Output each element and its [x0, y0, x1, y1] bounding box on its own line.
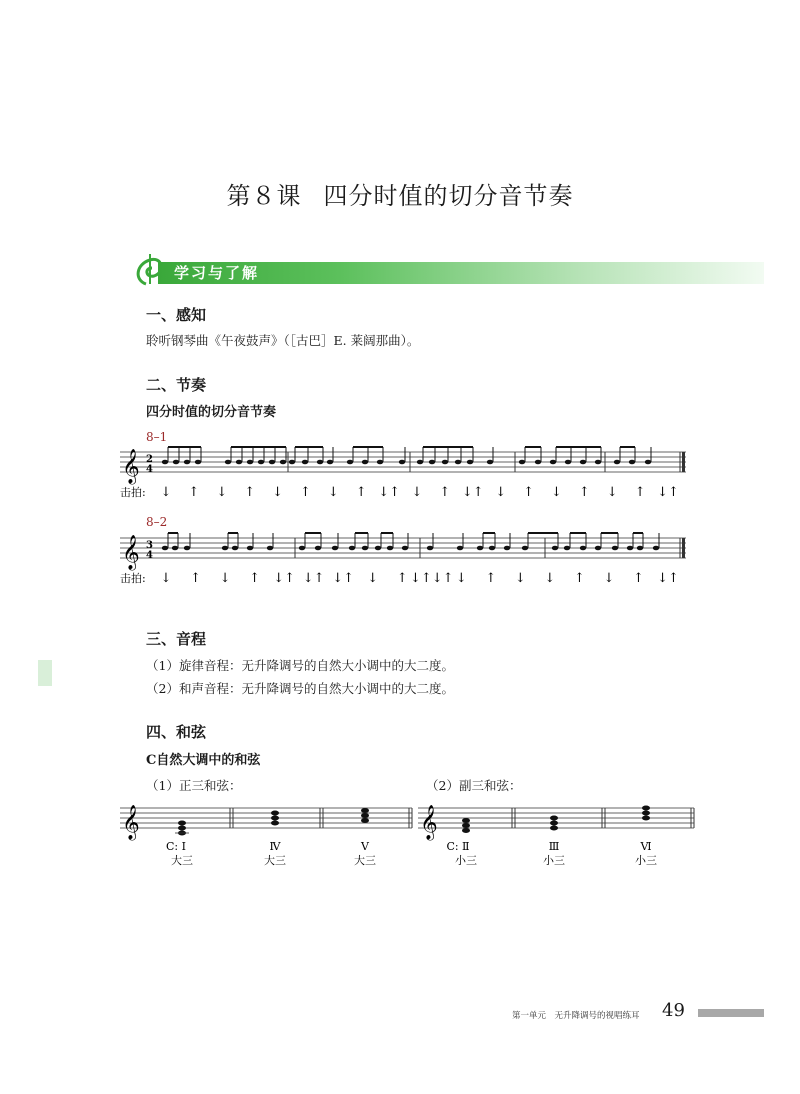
beat-arrow: ↓↑	[302, 571, 325, 586]
chord-roman: Ⅵ	[640, 840, 652, 853]
note-head	[627, 546, 633, 551]
primary-chords-staff	[120, 798, 420, 870]
beat-arrow: ↑	[299, 485, 311, 500]
chord-note	[642, 806, 650, 811]
beat-arrow: ↓	[495, 485, 507, 500]
note-head	[327, 460, 333, 465]
note-head	[225, 460, 231, 465]
chord-note	[462, 823, 470, 828]
note-head	[387, 546, 393, 551]
beat-arrow: ↓↑	[461, 485, 484, 500]
note-head	[645, 460, 651, 465]
note-head	[629, 460, 635, 465]
beat-arrow: ↓	[219, 571, 231, 586]
note-head	[162, 546, 168, 551]
beat-label: 击拍:	[120, 572, 146, 585]
beat-arrow: ↓	[367, 571, 379, 586]
note-head	[247, 546, 253, 551]
note-head	[522, 546, 528, 551]
chord-note	[271, 816, 279, 821]
interval-item: （1）旋律音程：无升降调号的自然大小调中的大二度。	[146, 658, 454, 673]
beat-arrow: ↑	[244, 485, 256, 500]
chord-quality: 大三	[171, 854, 193, 867]
beat-arrow: ↓	[550, 485, 562, 500]
note-head	[487, 460, 493, 465]
side-marker	[38, 660, 52, 686]
treble-clef-icon: 𝄞	[122, 535, 140, 570]
beat-arrow: ↓	[606, 485, 618, 500]
treble-clef-icon: 𝄞	[122, 449, 140, 484]
chord-note	[178, 826, 186, 831]
beat-arrow: ↓↑	[378, 485, 401, 500]
note-head	[377, 460, 383, 465]
beat-arrow: ↓	[603, 571, 615, 586]
beat-arrow: ↓↑	[657, 485, 679, 500]
footer-unit: 第一单元 无升降调号的视唱练耳	[512, 1011, 640, 1021]
beat-arrow: ↑	[485, 571, 497, 586]
beat-arrows	[161, 485, 679, 500]
chord-note	[642, 816, 650, 821]
banner-label: 学习与了解	[174, 264, 260, 282]
note-head	[347, 460, 353, 465]
beat-arrow: ↓↑↓↑	[409, 571, 454, 586]
beat-arrows	[161, 571, 679, 586]
chord-note	[550, 821, 558, 826]
primary-chords-label: （1）正三和弦：	[146, 778, 242, 793]
note-head	[489, 546, 495, 551]
note-head	[427, 546, 433, 551]
chord-quality: 小三	[455, 854, 477, 867]
example-label: 8–1	[146, 430, 168, 444]
chord-note	[550, 826, 558, 831]
note-head	[504, 546, 510, 551]
note-head	[565, 460, 571, 465]
note-head	[236, 460, 242, 465]
time-signature-top: 3	[146, 540, 153, 551]
note-head	[429, 460, 435, 465]
chord-roman: Ⅳ	[269, 840, 281, 853]
note-head	[247, 460, 253, 465]
note-head	[195, 460, 201, 465]
chord-note	[550, 816, 558, 821]
note-head	[564, 546, 570, 551]
beat-arrow: ↓	[455, 571, 467, 586]
time-signature-bottom: 4	[146, 464, 153, 475]
note-head	[232, 546, 238, 551]
beat-arrow: ↓↑	[332, 571, 355, 586]
secondary-chords-staff	[418, 798, 708, 870]
page-number: 49	[662, 1000, 685, 1021]
note-head	[637, 546, 643, 551]
beat-arrow: ↓↑	[657, 571, 679, 586]
chord-quality: 小三	[543, 854, 565, 867]
chord-roman: C: Ⅰ	[166, 840, 186, 853]
note-head	[299, 546, 305, 551]
note-head	[399, 460, 405, 465]
treble-clef-icon: 𝄞	[420, 805, 438, 840]
beat-arrow: ↓	[272, 485, 284, 500]
note-head	[552, 546, 558, 551]
heading-interval: 三、音程	[146, 630, 207, 648]
note-head	[332, 546, 338, 551]
note-head	[535, 460, 541, 465]
example-label: 8–2	[146, 515, 168, 529]
heading-perception: 一、感知	[146, 306, 207, 324]
chord-note	[361, 818, 369, 823]
chords-subheading: C自然大调中的和弦	[146, 753, 261, 768]
rhythm-staff-8-1	[120, 444, 690, 504]
beat-arrow: ↑	[523, 485, 535, 500]
chord-note	[271, 811, 279, 816]
chord-note	[642, 811, 650, 816]
chord-note	[271, 821, 279, 826]
beat-arrow: ↑	[190, 571, 201, 586]
note-head	[455, 460, 461, 465]
note-head	[184, 546, 190, 551]
rhythm-staff-8-2	[120, 530, 690, 590]
note-head	[467, 460, 473, 465]
beat-arrow: ↓	[327, 485, 339, 500]
lesson-topic: 四分时值的切分音节奏	[323, 182, 574, 210]
beat-arrow: ↑	[249, 571, 261, 586]
beat-arrow: ↓	[411, 485, 423, 500]
treble-clef-icon: 𝄞	[122, 805, 140, 840]
beat-arrow: ↑	[634, 485, 646, 500]
interval-item: （2）和声音程：无升降调号的自然大小调中的大二度。	[146, 681, 454, 696]
note-head	[349, 546, 355, 551]
note-head	[289, 460, 295, 465]
beat-arrow: ↓	[544, 571, 556, 586]
time-signature-top: 2	[146, 454, 153, 465]
chord-roman: Ⅲ	[548, 840, 560, 853]
chord-roman: C: Ⅱ	[446, 840, 470, 853]
secondary-chords-label: （2）副三和弦：	[426, 778, 522, 793]
chord-quality: 小三	[635, 854, 657, 867]
beat-label: 击拍:	[120, 486, 146, 499]
chord-quality: 大三	[354, 854, 376, 867]
beat-arrow: ↓↑	[273, 571, 296, 586]
section-banner	[128, 250, 764, 286]
beat-arrow: ↑	[578, 485, 590, 500]
chord-quality: 大三	[264, 854, 286, 867]
chord-note	[361, 813, 369, 818]
rhythm-subheading: 四分时值的切分音节奏	[146, 405, 277, 420]
note-head	[162, 460, 168, 465]
chord-note	[361, 808, 369, 813]
time-signature-bottom: 4	[146, 550, 153, 561]
note-head	[442, 460, 448, 465]
note-head	[614, 460, 620, 465]
beat-arrow: ↓	[160, 571, 172, 586]
note-head	[258, 460, 264, 465]
final-barline-thick	[682, 452, 685, 472]
note-head	[612, 546, 618, 551]
beat-arrow: ↑	[633, 571, 644, 586]
note-head	[362, 546, 368, 551]
beat-arrow: ↑	[439, 485, 451, 500]
beat-arrow: ↓	[216, 485, 228, 500]
footer-bar	[698, 1009, 764, 1017]
note-head	[550, 460, 556, 465]
note-head	[595, 460, 601, 465]
note-head	[302, 460, 308, 465]
note-head	[653, 546, 659, 551]
note-head	[222, 546, 228, 551]
lesson-number: 第８课	[226, 182, 302, 210]
beat-arrow: ↑	[188, 485, 200, 500]
note-head	[417, 460, 423, 465]
chord-note	[178, 821, 186, 826]
beat-arrow: ↓	[160, 485, 172, 500]
note-head	[402, 546, 408, 551]
note-head	[172, 546, 178, 551]
beat-arrow: ↓	[514, 571, 526, 586]
note-head	[317, 460, 323, 465]
note-head	[519, 460, 525, 465]
note-head	[457, 546, 463, 551]
perception-text: 聆听钢琴曲《午夜鼓声》（［古巴］E. 莱阔那曲）。	[146, 333, 420, 348]
note-head	[269, 460, 275, 465]
beat-arrow: ↑	[355, 485, 367, 500]
note-head	[315, 546, 321, 551]
note-head	[184, 460, 190, 465]
chord-roman: Ⅴ	[361, 840, 369, 853]
chord-note	[462, 818, 470, 823]
note-head	[280, 460, 286, 465]
heading-rhythm: 二、节奏	[146, 376, 207, 394]
final-barline-thick	[682, 538, 685, 558]
beat-arrow: ↑	[573, 571, 585, 586]
heading-chords: 四、和弦	[146, 723, 207, 741]
note-head	[267, 546, 273, 551]
chord-note	[462, 828, 470, 833]
beat-arrow: ↑	[396, 571, 408, 586]
note-head	[580, 460, 586, 465]
note-head	[375, 546, 381, 551]
note-head	[362, 460, 368, 465]
note-head	[477, 546, 483, 551]
note-head	[580, 546, 586, 551]
page-title	[0, 176, 800, 211]
note-head	[173, 460, 179, 465]
note-head	[595, 546, 601, 551]
